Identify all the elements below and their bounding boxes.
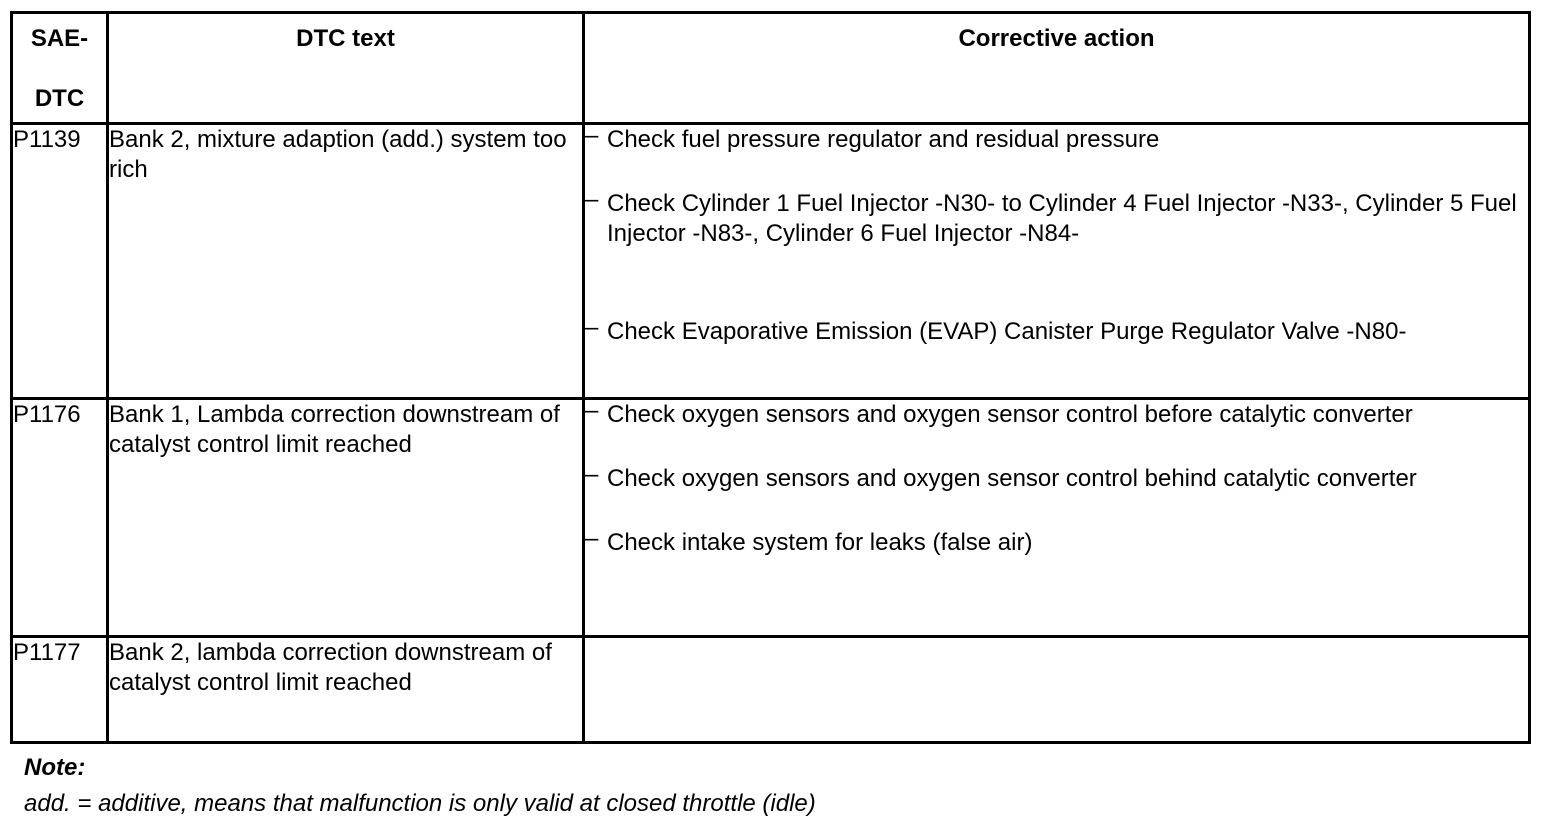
action-text: Check Cylinder 1 Fuel Injector -N30- to Cylinder 4 Fuel Injector -N33-, Cylinder 5 Fuel Injector -N83-, Cylinder 6 Fuel Injector -N84- (607, 190, 1517, 247)
action-text: Check fuel pressure regulator and residual pressure (607, 126, 1160, 153)
dtc-code: P1176 (12, 399, 108, 637)
dash-bullet-icon: – (585, 122, 599, 149)
dtc-description: Bank 2, lambda correction downstream of catalyst control limit reached (108, 637, 584, 743)
dtc-table (10, 11, 1531, 744)
action-item (585, 525, 1528, 558)
action-item (585, 122, 1528, 155)
dtc-description: Bank 1, Lambda correction downstream of catalyst control limit reached (108, 399, 584, 637)
action-item (585, 461, 1528, 494)
action-item (585, 313, 1528, 351)
dtc-code: P1177 (12, 637, 108, 743)
dash-bullet-icon: – (585, 186, 599, 213)
table-row (12, 399, 1530, 637)
dtc-description: Bank 2, mixture adaption (add.) system too rich (108, 124, 584, 399)
header-dtc-text: DTC text (108, 13, 584, 124)
dash-bullet-icon: – (585, 314, 599, 341)
table-row (12, 637, 1530, 743)
header-sae-dtc (12, 13, 108, 124)
action-text: Check oxygen sensors and oxygen sensor control before catalytic converter (607, 401, 1413, 428)
action-text: Check oxygen sensors and oxygen sensor control behind catalytic converter (607, 465, 1417, 492)
note-block (24, 754, 816, 818)
dash-bullet-icon: – (585, 461, 599, 488)
header-sae-dtc-line2: DTC (34, 85, 85, 112)
table-row (12, 124, 1530, 399)
corrective-action-cell (584, 124, 1530, 399)
action-item (585, 397, 1528, 430)
header-row (12, 13, 1530, 124)
action-text: Check Evaporative Emission (EVAP) Canister Purge Regulator Valve -N80- (607, 318, 1407, 345)
action-text: Check intake system for leaks (false air) (607, 529, 1033, 556)
note-text: add. = additive, means that malfunction is only valid at closed throttle (idle) (24, 790, 816, 817)
header-corrective-action: Corrective action (584, 13, 1530, 124)
dash-bullet-icon: – (585, 397, 599, 424)
note-title: Note: (24, 754, 86, 781)
corrective-action-cell (584, 637, 1530, 743)
action-item (585, 186, 1528, 249)
header-sae-dtc-line1: SAE- (30, 25, 89, 52)
dash-bullet-icon: – (585, 525, 599, 552)
dtc-code: P1139 (12, 124, 108, 399)
corrective-action-cell (584, 399, 1530, 637)
